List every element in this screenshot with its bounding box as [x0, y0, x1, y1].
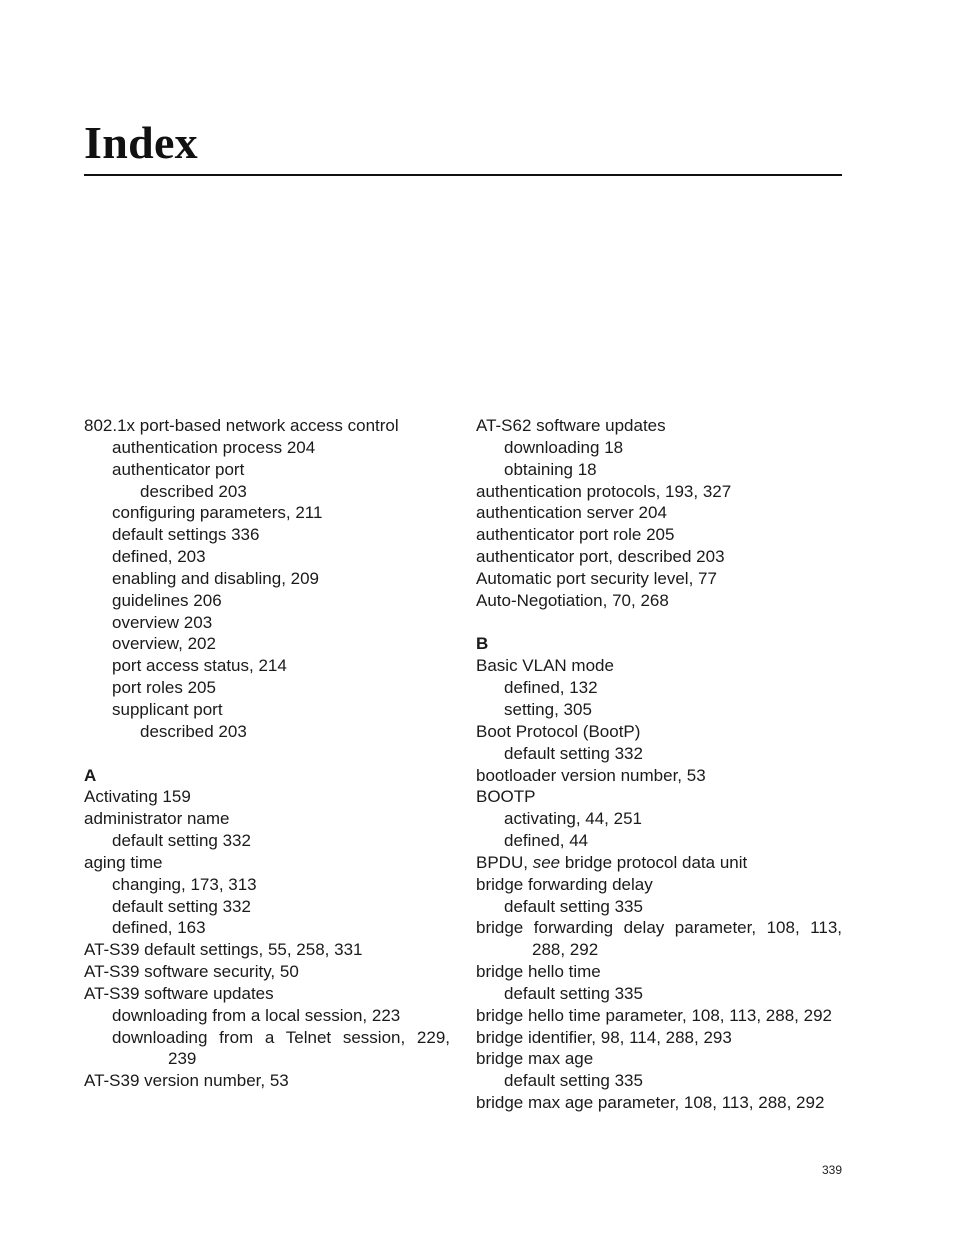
index-entry-continuation: 288, 292 — [532, 940, 599, 960]
index-subentry: default setting 335 — [504, 896, 643, 916]
index-subentry: overview, 202 — [112, 634, 216, 654]
page-number: 339 — [821, 1163, 842, 1177]
index-subentry: default setting 335 — [504, 983, 643, 1003]
index-entry: AT-S39 software security, 50 — [84, 962, 299, 982]
index-subentry: configuring parameters, 211 — [112, 503, 323, 523]
index-entry: bridge hello time — [476, 962, 601, 982]
index-subentry: defined, 44 — [504, 831, 589, 851]
see-entry-term: BPDU, — [476, 852, 533, 872]
index-entry: bridge hello time parameter, 108, 113, 288, 292 — [476, 1005, 832, 1025]
index-entry: aging time — [84, 852, 163, 872]
index-subentry: defined, 203 — [112, 547, 206, 567]
index-entry: AT-S39 default settings, 55, 258, 331 — [84, 940, 363, 960]
index-subentry: authentication process 204 — [112, 437, 316, 457]
index-subentry: overview 203 — [112, 612, 213, 632]
index-subentry: default setting 332 — [112, 896, 251, 916]
index-entry: bridge forwarding delay — [476, 874, 653, 894]
index-subentry: changing, 173, 313 — [112, 874, 257, 894]
index-subentry: setting, 305 — [504, 699, 592, 719]
index-entry: Boot Protocol (BootP) — [476, 721, 641, 741]
index-subentry: defined, 163 — [112, 918, 206, 938]
index-entry: AT-S39 software updates — [84, 983, 274, 1003]
index-subentry: defined, 132 — [504, 678, 598, 698]
index-column-right — [476, 415, 842, 1114]
see-entry-target: bridge protocol data unit — [560, 852, 748, 872]
section-gap — [84, 743, 450, 765]
index-subentry: default setting 335 — [504, 1071, 643, 1091]
index-entry: Basic VLAN mode — [476, 656, 614, 676]
index-entry: bridge max age parameter, 108, 113, 288, 292 — [476, 1093, 825, 1113]
index-entry: bootloader version number, 53 — [476, 765, 706, 785]
index-subsubentry: described 203 — [140, 721, 247, 741]
index-entry: BOOTP — [476, 787, 536, 807]
index-subentry: enabling and disabling, 209 — [112, 568, 320, 588]
index-entry: Activating 159 — [84, 787, 191, 807]
index-subentry: activating, 44, 251 — [504, 809, 642, 829]
page-title: Index — [84, 117, 198, 168]
see-reference-word: see — [532, 852, 561, 872]
section-letter-a: A — [84, 765, 97, 785]
index-subentry: guidelines 206 — [112, 590, 222, 610]
section-letter-b: B — [476, 634, 489, 654]
index-entry: Automatic port security level, 77 — [476, 568, 717, 588]
index-subentry: port roles 205 — [112, 678, 216, 698]
index-subentry: downloading from a local session, 223 — [112, 1005, 401, 1025]
index-entry: authenticator port role 205 — [476, 525, 675, 545]
index-entry-see — [476, 852, 842, 874]
index-entry: bridge max age — [476, 1049, 594, 1069]
index-column-left — [84, 415, 450, 1092]
index-entry-wrapped: bridge forwarding delay parameter, 108, 113, — [476, 918, 842, 938]
section-gap — [476, 612, 842, 634]
index-subentry: default setting 332 — [112, 831, 251, 851]
index-entry: authentication server 204 — [476, 503, 667, 523]
index-entry: AT-S62 software updates — [476, 416, 666, 435]
index-subentry: default settings 336 — [112, 525, 260, 545]
index-entry: Auto-Negotiation, 70, 268 — [476, 590, 669, 610]
index-subentry: default setting 332 — [504, 743, 643, 763]
index-entry: authentication protocols, 193, 327 — [476, 481, 732, 501]
index-entry: AT-S39 version number, 53 — [84, 1071, 289, 1091]
index-entry: authenticator port, described 203 — [476, 547, 725, 567]
index-subentry: authenticator port — [112, 459, 245, 479]
index-subentry: port access status, 214 — [112, 656, 287, 676]
index-subsubentry: described 203 — [140, 481, 247, 501]
title-rule — [84, 174, 842, 176]
index-subentry-wrapped: downloading from a Telnet session, 229, — [112, 1027, 450, 1047]
index-entry-continuation: 239 — [168, 1049, 197, 1069]
index-subentry: obtaining 18 — [504, 459, 597, 479]
index-entry: administrator name — [84, 809, 230, 829]
index-subentry: downloading 18 — [504, 437, 624, 457]
index-subentry: supplicant port — [112, 699, 223, 719]
index-entry: 802.1x port-based network access control — [84, 416, 399, 435]
index-entry: bridge identifier, 98, 114, 288, 293 — [476, 1027, 732, 1047]
